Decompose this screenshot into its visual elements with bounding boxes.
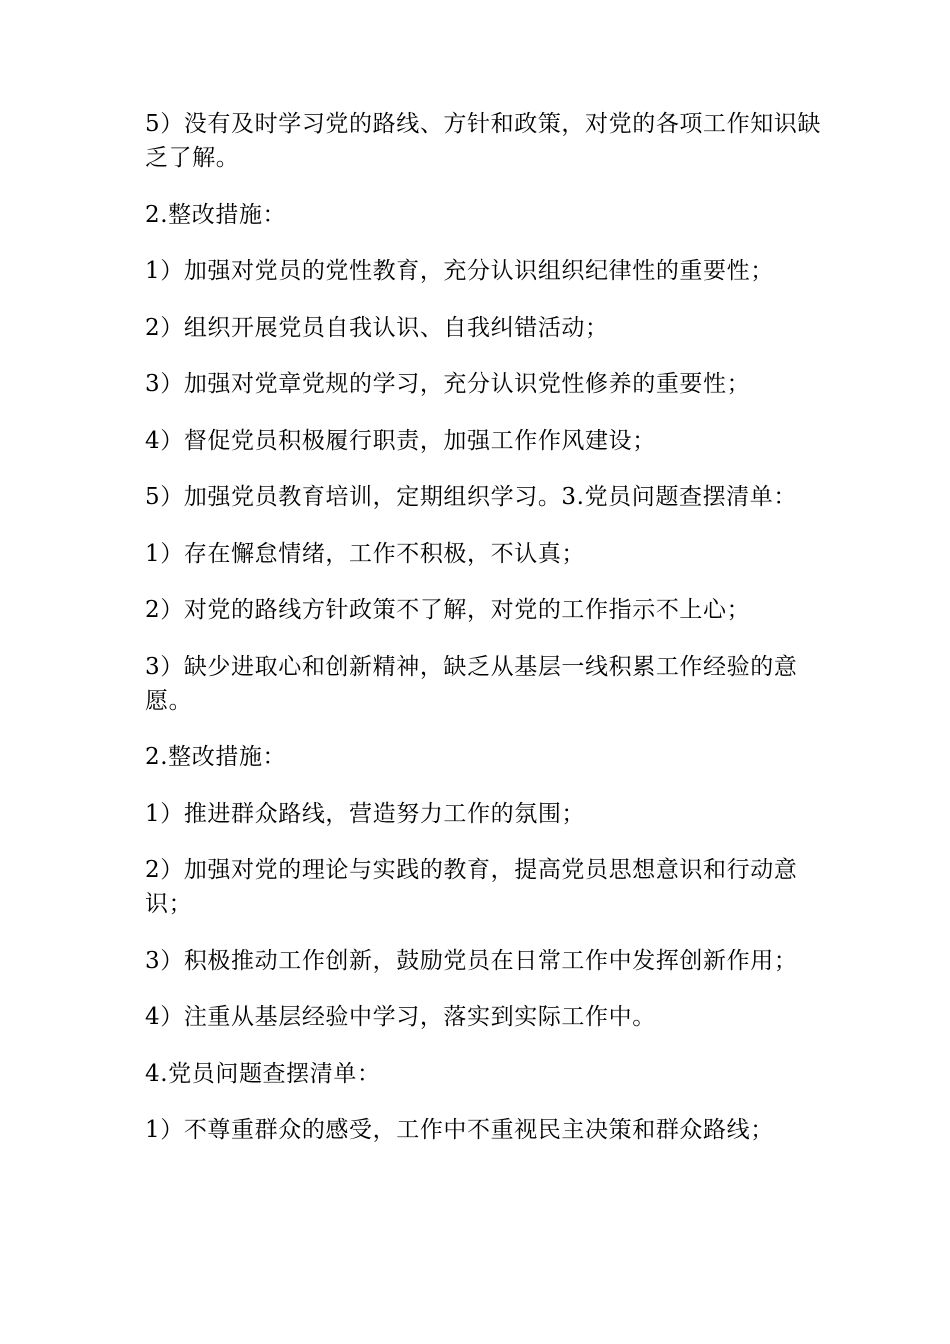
list-item: 1）加强对党员的党性教育，充分认识组织纪律性的重要性； — [145, 258, 774, 284]
list-item: 1）不尊重群众的感受，工作中不重视民主决策和群众路线； — [145, 1117, 774, 1143]
list-item: 1）推进群众路线，营造努力工作的氛围； — [145, 800, 586, 827]
list-item: 2）组织开展党员自我认识、自我纠错活动； — [145, 314, 609, 341]
list-item: 4）注重从基层经验中学习，落实到实际工作中。 — [145, 1004, 656, 1030]
list-item: 3）缺少进取心和创新精神，缺乏从基层一线积累工作经验的意愿。 — [145, 653, 798, 714]
document-body — [145, 107, 825, 1170]
list-item: 1）存在懈怠情绪，工作不积极，不认真； — [145, 540, 586, 567]
list-item: 5）加强党员教育培训，定期组织学习。3.党员问题查摆清单： — [145, 484, 797, 510]
section-heading: 4.党员问题查摆清单： — [145, 1060, 381, 1087]
list-item: 3）积极推动工作创新，鼓励党员在日常工作中发挥创新作用； — [145, 947, 798, 974]
list-item: 3）加强对党章党规的学习，充分认识党性修养的重要性； — [145, 371, 751, 397]
list-item: 2）加强对党的理论与实践的教育，提高党员思想意识和行动意识； — [145, 857, 798, 917]
section-heading: 2.整改措施： — [145, 201, 287, 228]
paragraph: 5）没有及时学习党的路线、方针和政策，对党的各项工作知识缺乏了解。 — [145, 111, 822, 171]
list-item: 2）对党的路线方针政策不了解，对党的工作指示不上心； — [145, 597, 751, 623]
list-item: 4）督促党员积极履行职责，加强工作作风建设； — [145, 427, 656, 454]
section-heading: 2.整改措施： — [145, 744, 287, 770]
